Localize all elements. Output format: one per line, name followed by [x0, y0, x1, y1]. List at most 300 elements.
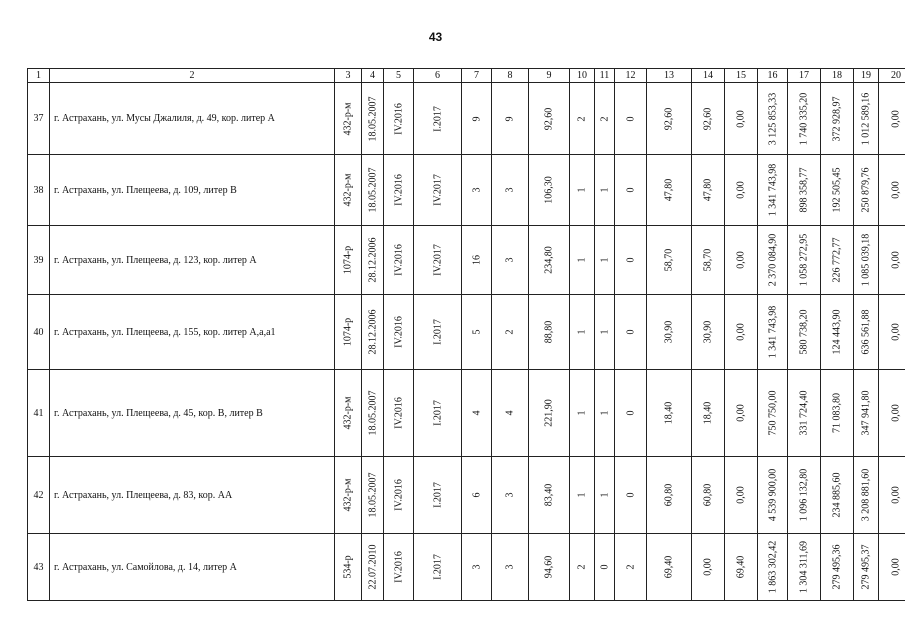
row-number: 42	[33, 489, 44, 501]
cell-value: 92,60	[702, 107, 714, 130]
cell-col-17	[788, 370, 821, 457]
cell-value: 0	[625, 492, 636, 498]
table-row	[28, 155, 905, 226]
cell-value: 1	[599, 492, 610, 498]
cell-value: 534-р	[342, 555, 354, 579]
cell-value: 60,80	[702, 483, 714, 507]
cell-col-6	[414, 155, 462, 226]
cell-value: 750 750,00	[767, 390, 778, 436]
cell-value: 0	[625, 410, 636, 416]
column-number-5: 5	[384, 69, 414, 83]
address-cell	[50, 226, 335, 295]
cell-value: 1074-р	[342, 317, 354, 347]
row-number-cell	[28, 295, 50, 370]
cell-col-10	[570, 226, 595, 295]
cell-col-11	[595, 295, 615, 370]
cell-col-8	[492, 295, 529, 370]
cell-value: 1	[599, 257, 610, 263]
cell-value: 0	[625, 187, 636, 193]
column-number-10: 10	[570, 69, 595, 83]
cell-col-13	[647, 457, 692, 534]
cell-col-4	[362, 295, 384, 370]
cell-col-8	[492, 457, 529, 534]
cell-value: 16	[471, 255, 482, 265]
cell-col-19	[854, 534, 879, 601]
column-number-17: 17	[788, 69, 821, 83]
cell-value: 898 358,77	[798, 167, 810, 213]
cell-value: 92,60	[543, 107, 555, 130]
cell-col-12	[615, 83, 647, 155]
cell-value: 5	[471, 329, 482, 335]
table-row	[28, 370, 905, 457]
cell-col-4	[362, 226, 384, 295]
cell-value: I.2017	[432, 554, 443, 580]
cell-value: 1 096 132,80	[798, 468, 810, 522]
cell-col-9	[529, 295, 570, 370]
row-number: 40	[33, 326, 44, 338]
cell-value: 2	[625, 564, 636, 570]
cell-value: 2	[599, 116, 610, 121]
cell-col-7	[462, 457, 492, 534]
cell-col-19	[854, 295, 879, 370]
cell-value: 22.07.2010	[367, 544, 378, 590]
cell-value: I.2017	[432, 319, 443, 345]
address-text: г. Астрахань, ул. Самойлова, д. 14, литер А	[54, 561, 237, 573]
cell-value: 192 505,45	[831, 167, 843, 213]
cell-value: 1	[576, 410, 588, 416]
cell-value: 18.05.2007	[367, 390, 378, 436]
column-number-11: 11	[595, 69, 615, 83]
cell-col-7	[462, 295, 492, 370]
cell-value: IV.2016	[393, 479, 404, 511]
cell-value: 28.12.2006	[367, 309, 378, 355]
cell-value: 1 740 335,20	[798, 92, 810, 145]
cell-col-9	[529, 457, 570, 534]
cell-value: 94,60	[543, 555, 555, 579]
cell-value: 1 058 272,95	[798, 233, 810, 287]
cell-col-15	[725, 534, 758, 601]
page-number: 43	[428, 30, 443, 44]
cell-value: 221,90	[543, 399, 555, 427]
cell-col-8	[492, 226, 529, 295]
cell-value: 1 341 743,98	[767, 305, 778, 359]
cell-value: 58,70	[702, 248, 714, 272]
cell-col-6	[414, 370, 462, 457]
cell-value: 3	[504, 187, 516, 193]
cell-value: 69,40	[663, 555, 675, 579]
cell-col-10	[570, 83, 595, 155]
cell-value: 58,70	[663, 248, 675, 272]
address-cell	[50, 534, 335, 601]
column-number-14: 14	[692, 69, 725, 83]
cell-value: 0,00	[890, 558, 902, 576]
cell-col-12	[615, 226, 647, 295]
cell-value: IV.2016	[393, 244, 404, 276]
cell-value: 0	[599, 564, 610, 570]
cell-value: 580 738,20	[798, 309, 810, 355]
cell-col-10	[570, 155, 595, 226]
cell-col-12	[615, 534, 647, 601]
cell-value: I.2017	[432, 482, 443, 508]
cell-value: IV.2017	[432, 244, 443, 276]
cell-col-20	[879, 226, 905, 295]
cell-col-9	[529, 534, 570, 601]
column-number-4: 4	[362, 69, 384, 83]
cell-col-5	[384, 370, 414, 457]
cell-col-3	[335, 295, 362, 370]
cell-value: 0,00	[735, 486, 747, 504]
address-cell	[50, 83, 335, 155]
cell-col-16	[758, 83, 788, 155]
table-row	[28, 295, 905, 370]
cell-col-6	[414, 534, 462, 601]
row-number-cell	[28, 534, 50, 601]
cell-col-4	[362, 370, 384, 457]
column-number-8: 8	[492, 69, 529, 83]
column-number-16: 16	[758, 69, 788, 83]
cell-col-15	[725, 457, 758, 534]
row-number-cell	[28, 370, 50, 457]
cell-value: 1	[576, 492, 588, 498]
cell-value: 0,00	[890, 404, 902, 422]
cell-col-9	[529, 370, 570, 457]
cell-value: 0,00	[735, 181, 747, 199]
cell-value: 124 443,90	[831, 309, 843, 355]
cell-col-14	[692, 155, 725, 226]
cell-value: 9	[471, 116, 482, 121]
cell-value: IV.2016	[393, 102, 404, 135]
cell-value: IV.2016	[393, 397, 404, 429]
cell-value: 3	[504, 257, 516, 263]
cell-col-18	[821, 295, 854, 370]
cell-value: 372 928,97	[831, 96, 843, 141]
cell-col-8	[492, 155, 529, 226]
cell-col-19	[854, 370, 879, 457]
column-number-3: 3	[335, 69, 362, 83]
cell-col-8	[492, 370, 529, 457]
cell-col-15	[725, 83, 758, 155]
cell-value: 2	[504, 329, 516, 335]
cell-col-3	[335, 534, 362, 601]
cell-value: 636 561,88	[860, 309, 872, 355]
cell-col-8	[492, 534, 529, 601]
cell-value: 4	[471, 410, 482, 416]
cell-value: 347 941,80	[860, 390, 872, 436]
cell-value: 0,00	[735, 404, 747, 422]
cell-value: 0,00	[735, 109, 747, 128]
cell-value: 47,80	[663, 178, 675, 202]
cell-col-17	[788, 295, 821, 370]
cell-value: 0,00	[890, 323, 902, 341]
cell-value: 30,90	[663, 320, 675, 344]
cell-value: 1	[599, 329, 610, 335]
cell-value: 6	[471, 492, 482, 498]
cell-col-18	[821, 83, 854, 155]
cell-col-11	[595, 370, 615, 457]
cell-value: 2	[576, 116, 588, 121]
cell-col-12	[615, 457, 647, 534]
cell-col-15	[725, 155, 758, 226]
cell-col-3	[335, 83, 362, 155]
cell-value: 1	[576, 329, 588, 335]
cell-value: 1	[599, 187, 610, 193]
cell-col-5	[384, 295, 414, 370]
cell-col-9	[529, 83, 570, 155]
cell-col-14	[692, 295, 725, 370]
cell-col-6	[414, 457, 462, 534]
cell-col-7	[462, 226, 492, 295]
cell-col-14	[692, 83, 725, 155]
cell-value: 0,00	[702, 558, 714, 576]
column-number-15: 15	[725, 69, 758, 83]
cell-col-15	[725, 370, 758, 457]
cell-value: 60,80	[663, 483, 675, 507]
column-number-18: 18	[821, 69, 854, 83]
cell-col-5	[384, 534, 414, 601]
cell-col-13	[647, 534, 692, 601]
cell-col-14	[692, 534, 725, 601]
cell-value: 18,40	[702, 401, 714, 425]
cell-value: 0,00	[735, 251, 747, 269]
cell-value: 18.05.2007	[367, 167, 378, 213]
cell-col-16	[758, 370, 788, 457]
cell-value: 250 879,76	[860, 167, 872, 213]
cell-col-10	[570, 295, 595, 370]
address-cell	[50, 295, 335, 370]
cell-col-5	[384, 83, 414, 155]
cell-value: IV.2016	[393, 316, 404, 348]
cell-col-5	[384, 457, 414, 534]
cell-value: 1	[576, 187, 588, 193]
cell-value: 1074-р	[342, 245, 354, 275]
cell-value: 1 085 039,18	[860, 233, 872, 287]
column-number-13: 13	[647, 69, 692, 83]
cell-col-4	[362, 155, 384, 226]
cell-value: 234,80	[543, 246, 555, 274]
cell-value: 28.12.2006	[367, 237, 378, 283]
cell-value: 331 724,40	[798, 390, 810, 436]
cell-col-7	[462, 83, 492, 155]
cell-value: 18,40	[663, 401, 675, 425]
cell-col-17	[788, 457, 821, 534]
row-number-cell	[28, 83, 50, 155]
cell-col-10	[570, 534, 595, 601]
cell-value: 279 495,37	[860, 544, 872, 590]
cell-col-20	[879, 295, 905, 370]
cell-value: 2 370 084,90	[767, 233, 778, 287]
cell-col-8	[492, 83, 529, 155]
cell-col-20	[879, 534, 905, 601]
cell-col-17	[788, 534, 821, 601]
cell-col-14	[692, 457, 725, 534]
column-number-9: 9	[529, 69, 570, 83]
cell-col-19	[854, 226, 879, 295]
cell-value: I.2017	[432, 400, 443, 426]
cell-col-17	[788, 83, 821, 155]
cell-value: 30,90	[702, 320, 714, 344]
row-number: 39	[33, 254, 44, 266]
cell-col-13	[647, 83, 692, 155]
row-number-cell	[28, 457, 50, 534]
cell-col-20	[879, 155, 905, 226]
cell-col-6	[414, 83, 462, 155]
cell-col-10	[570, 370, 595, 457]
cell-value: 432-р-м	[342, 396, 354, 430]
column-number-row	[28, 69, 905, 83]
cell-col-16	[758, 226, 788, 295]
address-text: г. Астрахань, ул. Плещеева, д. 155, кор. литер А,а,а1	[54, 326, 276, 338]
cell-col-20	[879, 370, 905, 457]
cell-value: 3	[471, 187, 482, 193]
cell-col-11	[595, 226, 615, 295]
cell-col-3	[335, 226, 362, 295]
cell-value: 9	[504, 116, 516, 121]
cell-value: 234 885,60	[831, 472, 843, 518]
cell-col-7	[462, 155, 492, 226]
column-number-19: 19	[854, 69, 879, 83]
cell-col-4	[362, 457, 384, 534]
cell-value: 106,30	[543, 176, 555, 204]
cell-value: IV.2016	[393, 174, 404, 206]
cell-col-18	[821, 155, 854, 226]
column-number-1: 1	[28, 69, 50, 83]
cell-value: 71 083,80	[831, 393, 843, 433]
cell-value: 1	[576, 257, 588, 263]
cell-col-16	[758, 295, 788, 370]
address-text: г. Астрахань, ул. Плещеева, д. 109, литер В	[54, 184, 237, 196]
cell-value: 4	[504, 410, 516, 416]
cell-col-6	[414, 226, 462, 295]
column-number-6: 6	[414, 69, 462, 83]
address-cell	[50, 155, 335, 226]
cell-col-19	[854, 83, 879, 155]
cell-value: 0,00	[890, 251, 902, 269]
address-text: г. Астрахань, ул. Плещеева, д. 83, кор. АА	[54, 489, 233, 501]
table-row	[28, 534, 905, 601]
cell-value: 226 772,77	[831, 237, 843, 283]
cell-col-9	[529, 155, 570, 226]
cell-value: 18.05.2007	[367, 96, 378, 141]
cell-value: 47,80	[702, 178, 714, 202]
cell-col-9	[529, 226, 570, 295]
cell-col-10	[570, 457, 595, 534]
cell-col-19	[854, 457, 879, 534]
cell-col-11	[595, 155, 615, 226]
cell-col-12	[615, 295, 647, 370]
table-row	[28, 226, 905, 295]
cell-col-3	[335, 370, 362, 457]
cell-col-17	[788, 155, 821, 226]
cell-col-7	[462, 534, 492, 601]
cell-col-14	[692, 226, 725, 295]
row-number: 37	[33, 113, 44, 124]
housing-register-table	[27, 68, 905, 601]
cell-col-18	[821, 534, 854, 601]
cell-value: IV.2017	[432, 174, 443, 206]
row-number: 43	[33, 561, 44, 573]
cell-value: 432-р-м	[342, 478, 354, 512]
column-number-2: 2	[50, 69, 335, 83]
cell-col-12	[615, 155, 647, 226]
cell-value: 4 539 900,00	[767, 468, 778, 522]
cell-value: 432-р-м	[342, 173, 354, 207]
cell-col-18	[821, 370, 854, 457]
row-number: 41	[33, 407, 44, 419]
row-number-cell	[28, 226, 50, 295]
cell-col-4	[362, 83, 384, 155]
column-number-12: 12	[615, 69, 647, 83]
cell-value: 3 125 853,33	[767, 92, 778, 145]
cell-col-13	[647, 226, 692, 295]
cell-col-11	[595, 457, 615, 534]
cell-col-5	[384, 155, 414, 226]
cell-value: 3	[504, 492, 516, 498]
address-cell	[50, 457, 335, 534]
cell-value: 18.05.2007	[367, 472, 378, 518]
cell-col-12	[615, 370, 647, 457]
cell-value: 92,60	[663, 107, 675, 130]
cell-value: 1 012 589,16	[860, 92, 872, 145]
cell-value: 1	[599, 410, 610, 416]
cell-col-15	[725, 295, 758, 370]
cell-col-17	[788, 226, 821, 295]
cell-col-11	[595, 534, 615, 601]
cell-value: 432-р-м	[342, 102, 354, 135]
address-text: г. Астрахань, ул. Мусы Джалиля, д. 49, кор. литер А	[54, 113, 275, 124]
cell-col-13	[647, 295, 692, 370]
cell-value: 3	[504, 564, 516, 570]
cell-col-7	[462, 370, 492, 457]
cell-value: 83,40	[543, 483, 555, 507]
address-text: г. Астрахань, ул. Плещеева, д. 45, кор. В, литер В	[54, 407, 263, 419]
cell-col-3	[335, 155, 362, 226]
cell-value: I.2017	[432, 105, 443, 132]
column-number-20: 20	[879, 69, 905, 83]
cell-col-16	[758, 457, 788, 534]
cell-value: 1 863 302,42	[767, 540, 778, 594]
table-row	[28, 83, 905, 155]
cell-col-19	[854, 155, 879, 226]
cell-col-20	[879, 83, 905, 155]
cell-col-13	[647, 155, 692, 226]
cell-col-3	[335, 457, 362, 534]
address-cell	[50, 370, 335, 457]
cell-value: 3	[471, 564, 482, 570]
cell-col-20	[879, 457, 905, 534]
address-text: г. Астрахань, ул. Плещеева, д. 123, кор. литер А	[54, 254, 257, 266]
cell-col-18	[821, 226, 854, 295]
cell-value: IV.2016	[393, 551, 404, 583]
cell-value: 0	[625, 257, 636, 263]
cell-col-16	[758, 534, 788, 601]
cell-value: 0,00	[735, 323, 747, 341]
row-number: 38	[33, 184, 44, 196]
cell-col-15	[725, 226, 758, 295]
cell-col-16	[758, 155, 788, 226]
column-number-7: 7	[462, 69, 492, 83]
cell-value: 0,00	[890, 109, 902, 128]
cell-col-11	[595, 83, 615, 155]
cell-col-13	[647, 370, 692, 457]
cell-value: 0	[625, 329, 636, 335]
cell-value: 88,80	[543, 320, 555, 344]
table-row	[28, 457, 905, 534]
cell-value: 1 304 311,69	[798, 540, 810, 594]
cell-value: 0,00	[890, 181, 902, 199]
cell-col-18	[821, 457, 854, 534]
cell-col-14	[692, 370, 725, 457]
cell-col-6	[414, 295, 462, 370]
